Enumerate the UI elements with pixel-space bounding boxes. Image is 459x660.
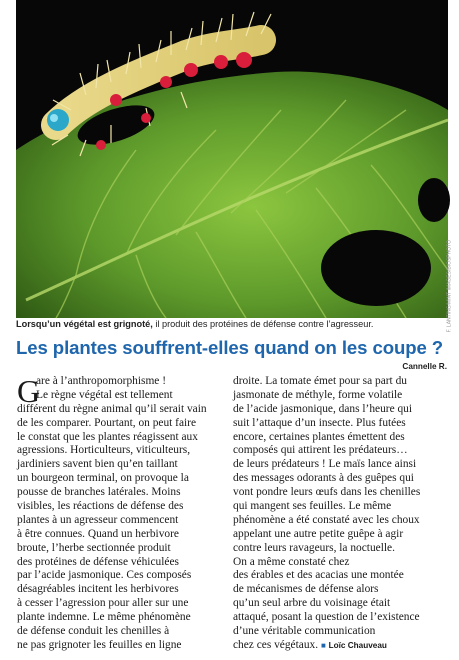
text-line: phénomène a été constaté avec les choux [233,513,420,526]
text-line: à cesser l’agression pour aller sur une [17,597,189,610]
text-line: le constat que les plantes réagissent aux [17,430,198,443]
caption-bold: Lorsqu’un végétal est grignoté, [16,319,153,329]
text-line: un bourgeon terminal, on provoque la [17,472,189,485]
text-line: des messages odorants à des guêpes qui [233,472,414,485]
drop-cap: G [17,373,41,409]
article-column-2 [233,375,443,653]
text-line: appelant une autre petite guêpe à agir [233,527,404,540]
text-line: de mécanismes de défense alors [233,583,379,596]
text-line: broute, l’herbe sectionnée produit [17,541,171,554]
text-line: visibles, les réactions de défense des [17,500,184,513]
text-line: des protéines de défense véhiculées [17,555,179,568]
text-line: are à l’anthropomorphisme ! [36,375,166,387]
text-line: de défense conduit les chenilles à [17,625,170,638]
caption-text: il produit des protéines de défense contre l’agresseur. [152,319,374,329]
text-line: de l’acide jasmonique, dans l’heure qui [233,402,413,415]
article-headline: Les plantes souffrent-elles quand on les coupe ? [16,337,444,358]
text-line: jardiniers savent bien qu’en taillant [17,458,178,471]
text-line: composés qui attirent les prédateurs… [233,444,408,457]
text-line: contre leurs ravageurs, la noctuelle. [233,541,395,554]
text-line: de les comparer. Pourtant, on peut faire [17,416,197,429]
last-line-text: chez ces végétaux. [233,638,319,651]
signature-square-icon: ■ [320,640,326,650]
text-line: encore, certaines plantes émettent des [233,430,405,443]
text-line: agressions. Horticulteurs, viticulteurs, [17,444,191,457]
text-line: par l’acide jasmonique. Ces composés [17,569,192,582]
text-line: qui mangent ses feuilles. Le même [233,500,392,513]
text-line: ne pas grignoter les feuilles en ligne [17,638,182,651]
text-line: d’une véritable communication [233,625,376,638]
text-line: attaqué, posant la question de l’existence [233,611,420,624]
text-line: des érables et des acacias une montée [233,569,404,582]
photo-caption [16,319,448,329]
article-column-1 [17,375,234,653]
text-line: suit l’attaque d’un insecte. Plus futées [233,416,406,429]
text-line: désagréables incitent les herbivores [17,583,179,596]
photo-credit: F. LANTING/MINT IMAGES/BIOSPHOTO [446,240,452,333]
byline: Cannelle R. [402,362,447,371]
text-line: plante indemne. Le même phénomène [17,611,191,624]
text-line: vont pondre leurs œufs dans les chenilles [233,486,421,499]
text-line: plantes à un agresseur commencent [17,513,179,526]
caterpillar-on-leaf-illustration [16,0,448,318]
text-line: Le règne végétal est tellement [36,388,173,401]
text-line: On a même constaté chez [233,555,350,568]
text-line: droite. La tomate émet pour sa part du [233,375,407,387]
text-line: de leurs prédateurs ! Le maïs lance ainsi [233,458,417,471]
author-signature: Loïc Chauveau [328,640,387,650]
text-line: qu’un seul arbre du voisinage était [233,597,391,610]
last-line [233,639,443,653]
text-line: pousse de branches latérales. Moins [17,486,181,499]
text-line: différent du règne animal qu’il serait vain [17,402,207,415]
text-line: jasmonate de méthyle, forme volatile [233,388,403,401]
text-line: à être connues. Quand un herbivore [17,527,179,540]
